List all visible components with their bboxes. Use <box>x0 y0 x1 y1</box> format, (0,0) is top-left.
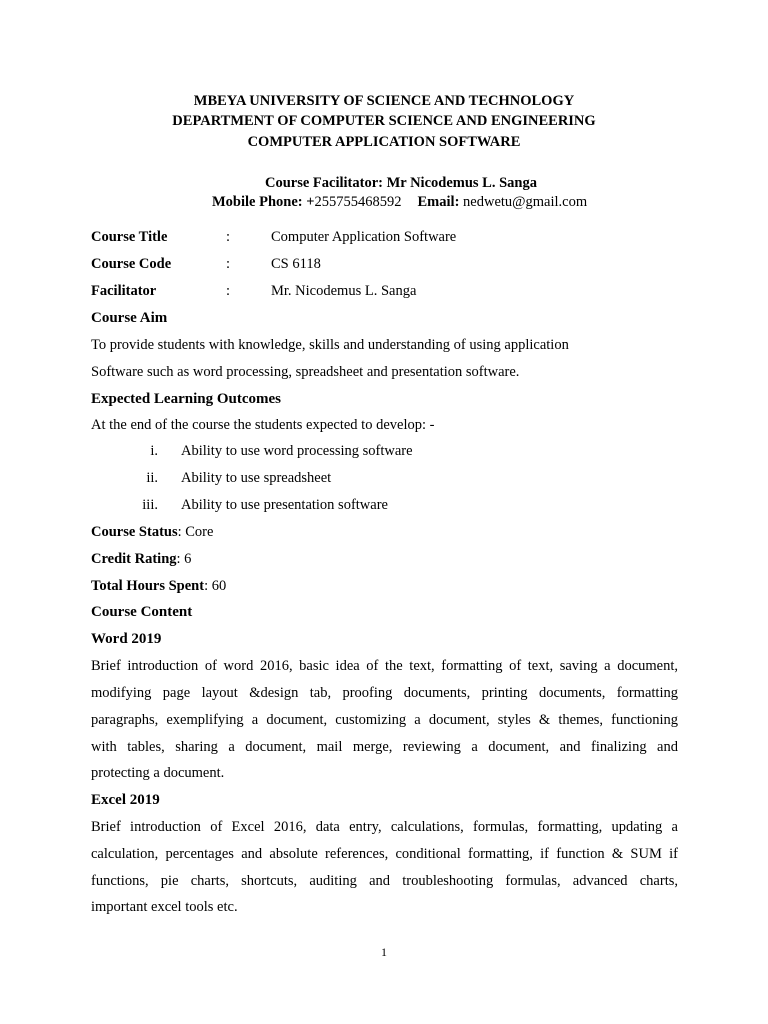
page-number: 1 <box>381 945 387 959</box>
course-title-value: Computer Application Software <box>271 229 457 245</box>
course-aim-heading: Course Aim <box>91 310 168 326</box>
university-title: MBEYA UNIVERSITY OF SCIENCE AND TECHNOLOGY <box>193 93 575 109</box>
outcomes-intro: At the end of the course the students expected to develop: - <box>91 417 435 433</box>
course-code-label: Course Code <box>91 256 172 272</box>
word-paragraph-line: protecting a document. <box>91 765 225 781</box>
email-address: nedwetu@gmail.com <box>463 194 588 210</box>
word-heading: Word 2019 <box>91 631 162 647</box>
course-title-label: Course Title <box>91 229 168 245</box>
aim-line: Software such as word processing, spreadsheet and presentation software. <box>91 364 520 380</box>
phone-number: 255755468592 <box>314 194 402 210</box>
course-content-heading: Course Content <box>91 604 193 620</box>
word-paragraph-line: paragraphs, exemplifying a document, customizing a document, styles & themes, functioning <box>91 712 678 728</box>
excel-paragraph-line: functions, pie charts, shortcuts, auditing and troubleshooting formulas, advanced charts, <box>91 873 678 889</box>
course-name-title: COMPUTER APPLICATION SOFTWARE <box>247 134 521 150</box>
excel-paragraph-line: Brief introduction of Excel 2016, data entry, calculations, formulas, formatting, updating a <box>91 819 678 835</box>
total-hours <box>91 578 226 595</box>
outcome-item: Ability to use presentation software <box>181 497 388 513</box>
phone-label: Mobile Phone: + <box>212 194 315 210</box>
total-hours-value: : 60 <box>204 578 227 594</box>
course-code-colon: : <box>226 256 231 272</box>
outcomes-heading: Expected Learning Outcomes <box>91 391 281 407</box>
excel-paragraph-line: calculation, percentages and absolute references, conditional formatting, if function & SUM if <box>91 846 678 862</box>
course-status <box>91 524 213 541</box>
aim-line: To provide students with knowledge, skills and understanding of using application <box>91 337 569 353</box>
course-status-label: Course Status <box>91 524 178 540</box>
course-status-value: : Core <box>177 524 214 540</box>
course-code-value: CS 6118 <box>271 256 321 272</box>
credit-rating-label: Credit Rating <box>91 551 177 567</box>
facilitator-label: Facilitator <box>91 283 157 299</box>
contact-line <box>212 194 587 211</box>
facilitator-value: Mr. Nicodemus L. Sanga <box>271 283 417 299</box>
outcome-item: Ability to use word processing software <box>181 443 413 459</box>
credit-rating-value: : 6 <box>176 551 192 567</box>
facilitator-line: Course Facilitator: Mr Nicodemus L. Sanga <box>265 175 537 191</box>
credit-rating <box>91 551 191 568</box>
word-paragraph-line: with tables, sharing a document, mail merge, reviewing a document, and finalizing and <box>91 739 678 755</box>
outcome-number: iii. <box>142 497 158 513</box>
outcome-number: i. <box>150 443 158 459</box>
word-paragraph-line: Brief introduction of word 2016, basic idea of the text, formatting of text, saving a document, <box>91 658 678 674</box>
word-paragraph-line: modifying page layout &design tab, proofing documents, printing documents, formatting <box>91 685 678 701</box>
facilitator-colon: : <box>226 283 231 299</box>
course-title-colon: : <box>226 229 231 245</box>
excel-paragraph-line: important excel tools etc. <box>91 899 238 915</box>
outcome-number: ii. <box>146 470 158 486</box>
excel-heading: Excel 2019 <box>91 792 160 808</box>
department-title: DEPARTMENT OF COMPUTER SCIENCE AND ENGINEERING <box>172 113 596 129</box>
outcome-item: Ability to use spreadsheet <box>181 470 332 486</box>
total-hours-label: Total Hours Spent <box>91 578 205 594</box>
email-label: Email: <box>417 194 460 210</box>
